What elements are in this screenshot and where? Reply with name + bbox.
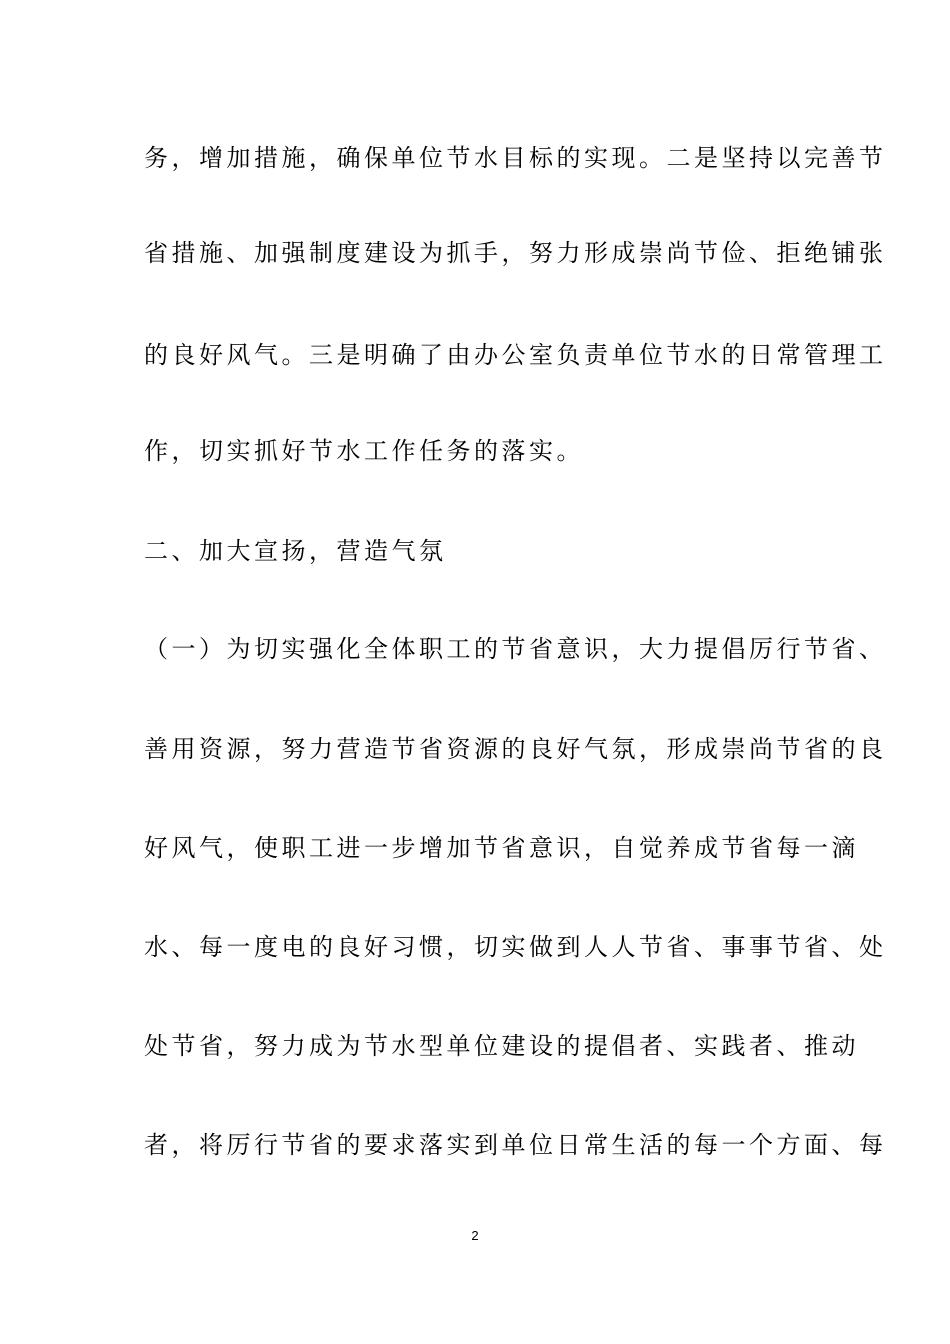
section-heading: 二、加大宣扬，营造气氛 [144,537,447,565]
paragraph-line: （一）为切实强化全体职工的节省意识，大力提倡厉行节省、 [144,635,887,663]
paragraph-line: 善用资源，努力营造节省资源的良好气氛，形成崇尚节省的良 [144,735,887,763]
paragraph-line: 处节省，努力成为节水型单位建设的提倡者、实践者、推动 [144,1032,859,1060]
paragraph-line: 水、每一度电的良好习惯，切实做到人人节省、事事节省、处 [144,933,887,961]
paragraph-line: 务，增加措施，确保单位节水目标的实现。二是坚持以完善节 [144,144,887,172]
paragraph-line: 的良好风气。三是明确了由办公室负责单位节水的日常管理工 [144,341,887,369]
paragraph-line: 好风气，使职工进一步增加节省意识，自觉养成节省每一滴 [144,834,859,862]
paragraph-line: 者，将厉行节省的要求落实到单位日常生活的每一个方面、每 [144,1131,887,1159]
paragraph-line: 省措施、加强制度建设为抓手，努力形成崇尚节俭、拒绝铺张 [144,239,887,267]
paragraph-line: 作，切实抓好节水工作任务的落实。 [144,437,584,465]
page-number: 2 [471,1228,479,1243]
